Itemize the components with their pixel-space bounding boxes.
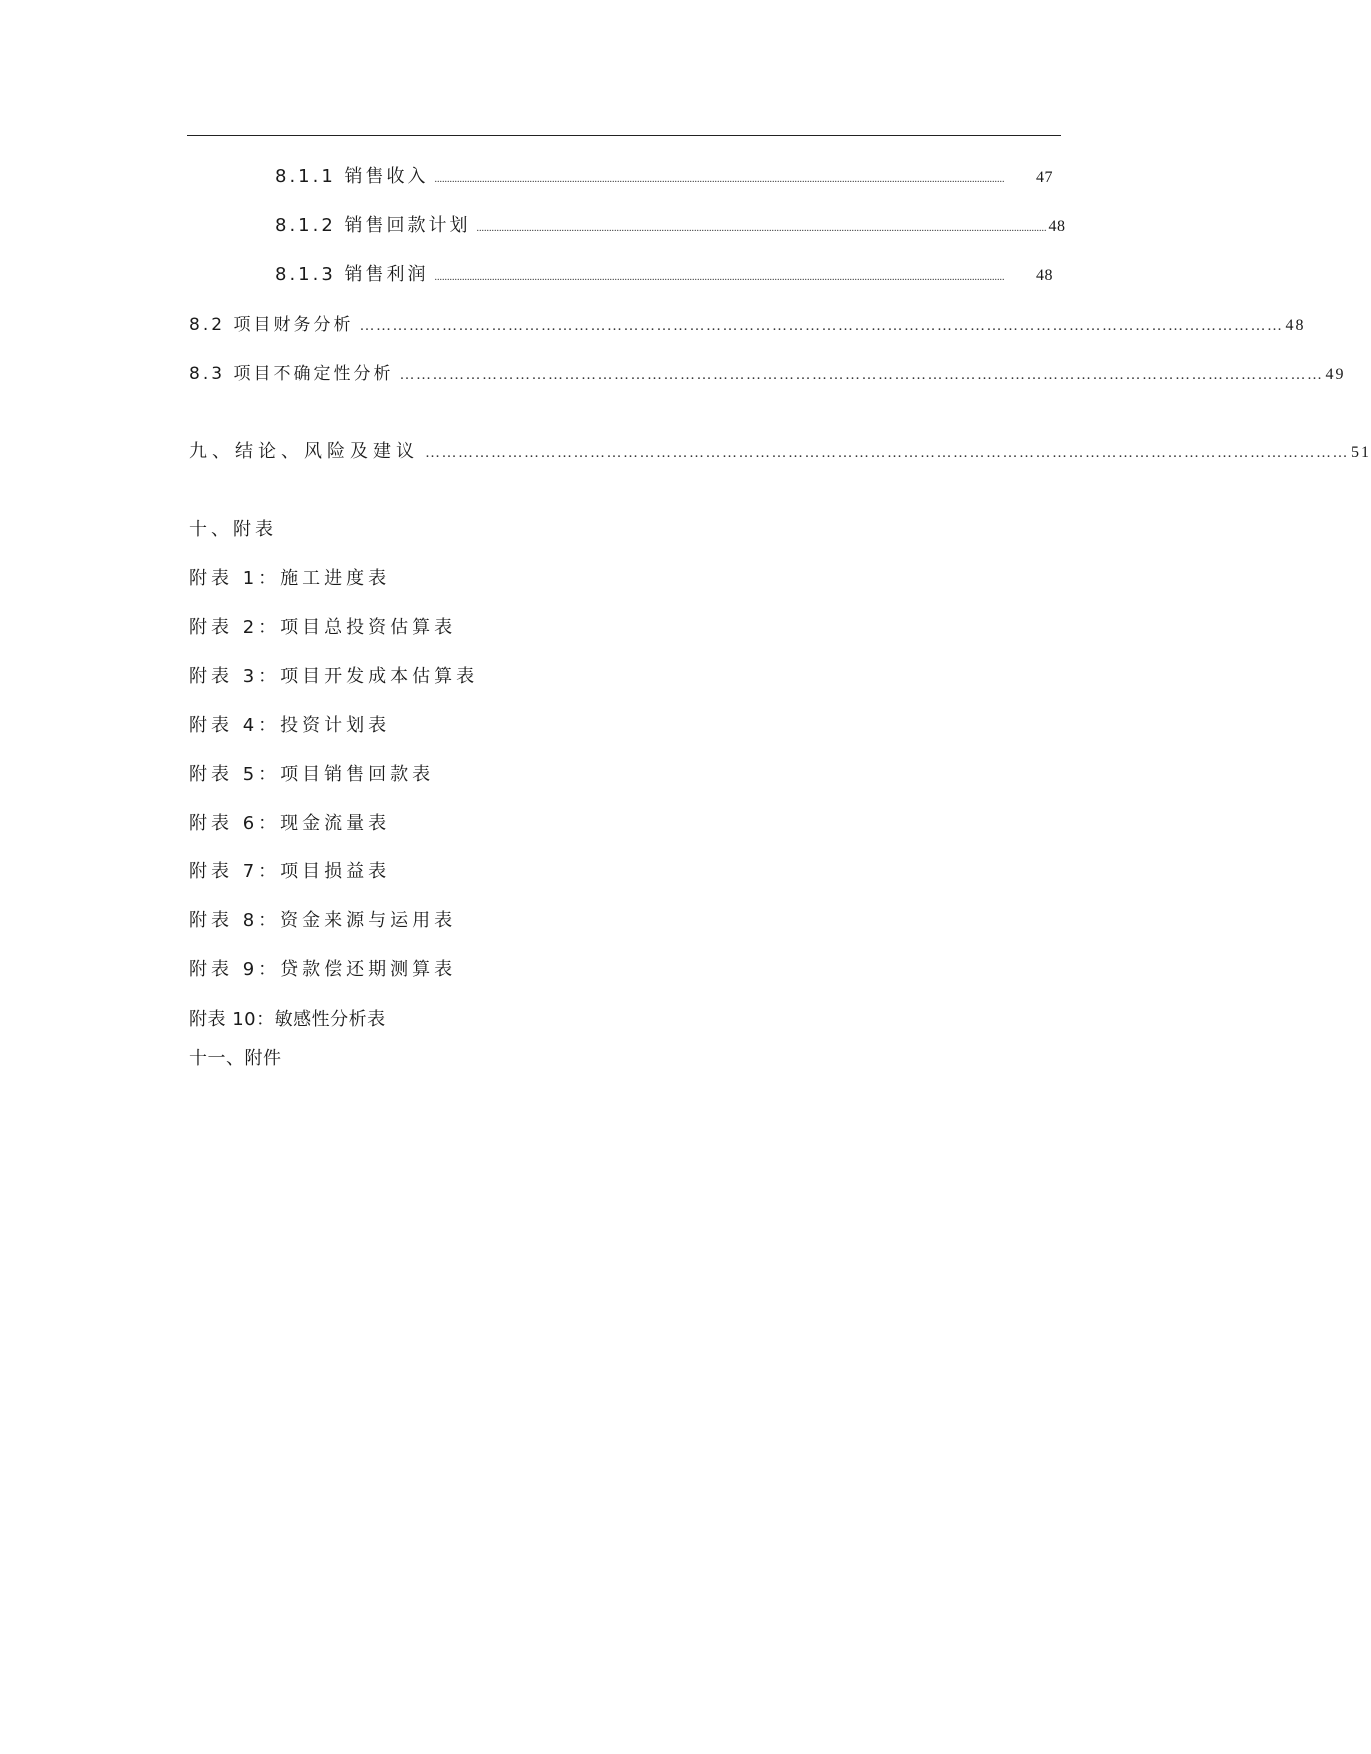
- appendix-table-7[interactable]: 附表 7：项目损益表: [189, 861, 391, 882]
- toc-entry-8-1-1[interactable]: [275, 162, 1053, 188]
- dot-leader: ....................................................................................................................................................................................................................................: [476, 223, 1047, 234]
- toc-entry-label: 九、结论、风险及建议: [189, 441, 419, 462]
- toc-entry-label: 8.3 项目不确定性分析: [189, 364, 394, 384]
- toc-entry-8-1-2[interactable]: [275, 211, 1066, 237]
- appendix-table-3[interactable]: 附表 3：项目开发成本估算表: [189, 666, 479, 687]
- appendix-table-10[interactable]: 附表 10：敏感性分析表: [189, 1009, 386, 1030]
- appendix-table-1[interactable]: 附表 1：施工进度表: [189, 568, 391, 589]
- toc-entry-chapter-9[interactable]: [189, 437, 1371, 463]
- toc-page-number: 48: [1285, 317, 1306, 334]
- toc-entry-label: 8.1.3 销售利润: [275, 264, 429, 285]
- toc-entry-8-2[interactable]: [189, 310, 1306, 335]
- toc-page-number: 48: [1048, 218, 1066, 235]
- toc-entry-chapter-11[interactable]: 十一、附件: [189, 1048, 282, 1069]
- toc-page-number: 49: [1325, 366, 1346, 383]
- appendix-table-5[interactable]: 附表 5：项目销售回款表: [189, 764, 435, 785]
- appendix-table-9[interactable]: 附表 9：贷款偿还期测算表: [189, 959, 457, 980]
- appendix-table-8[interactable]: 附表 8：资金来源与运用表: [189, 910, 457, 931]
- toc-page-number: 48: [1036, 267, 1053, 284]
- toc-entry-chapter-10[interactable]: 十、附表: [189, 519, 277, 540]
- toc-entry-label: 8.2 项目财务分析: [189, 315, 354, 335]
- toc-entry-label: 8.1.1 销售收入: [275, 166, 429, 187]
- dot-leader: ....................................................................................................................................................................................................................................: [434, 174, 1005, 185]
- toc-page-number: 47: [1036, 169, 1053, 186]
- appendix-table-2[interactable]: 附表 2：项目总投资估算表: [189, 617, 457, 638]
- header-rule: [187, 135, 1061, 136]
- toc-page-number: 51: [1351, 444, 1371, 461]
- appendix-table-4[interactable]: 附表 4：投资计划表: [189, 715, 391, 736]
- dot-leader: ……………………………………………………………………………………………………………………………………………………: [399, 367, 1324, 383]
- dot-leader: ……………………………………………………………………………………………………………………………………………………: [359, 318, 1284, 334]
- dot-leader: ……………………………………………………………………………………………………………………………………………………: [425, 445, 1349, 461]
- dot-leader: ....................................................................................................................................................................................................................................: [434, 272, 1005, 283]
- toc-entry-label: 8.1.2 销售回款计划: [275, 215, 471, 236]
- toc-entry-8-1-3[interactable]: [275, 260, 1053, 286]
- appendix-table-6[interactable]: 附表 6：现金流量表: [189, 813, 391, 834]
- toc-entry-8-3[interactable]: [189, 359, 1346, 384]
